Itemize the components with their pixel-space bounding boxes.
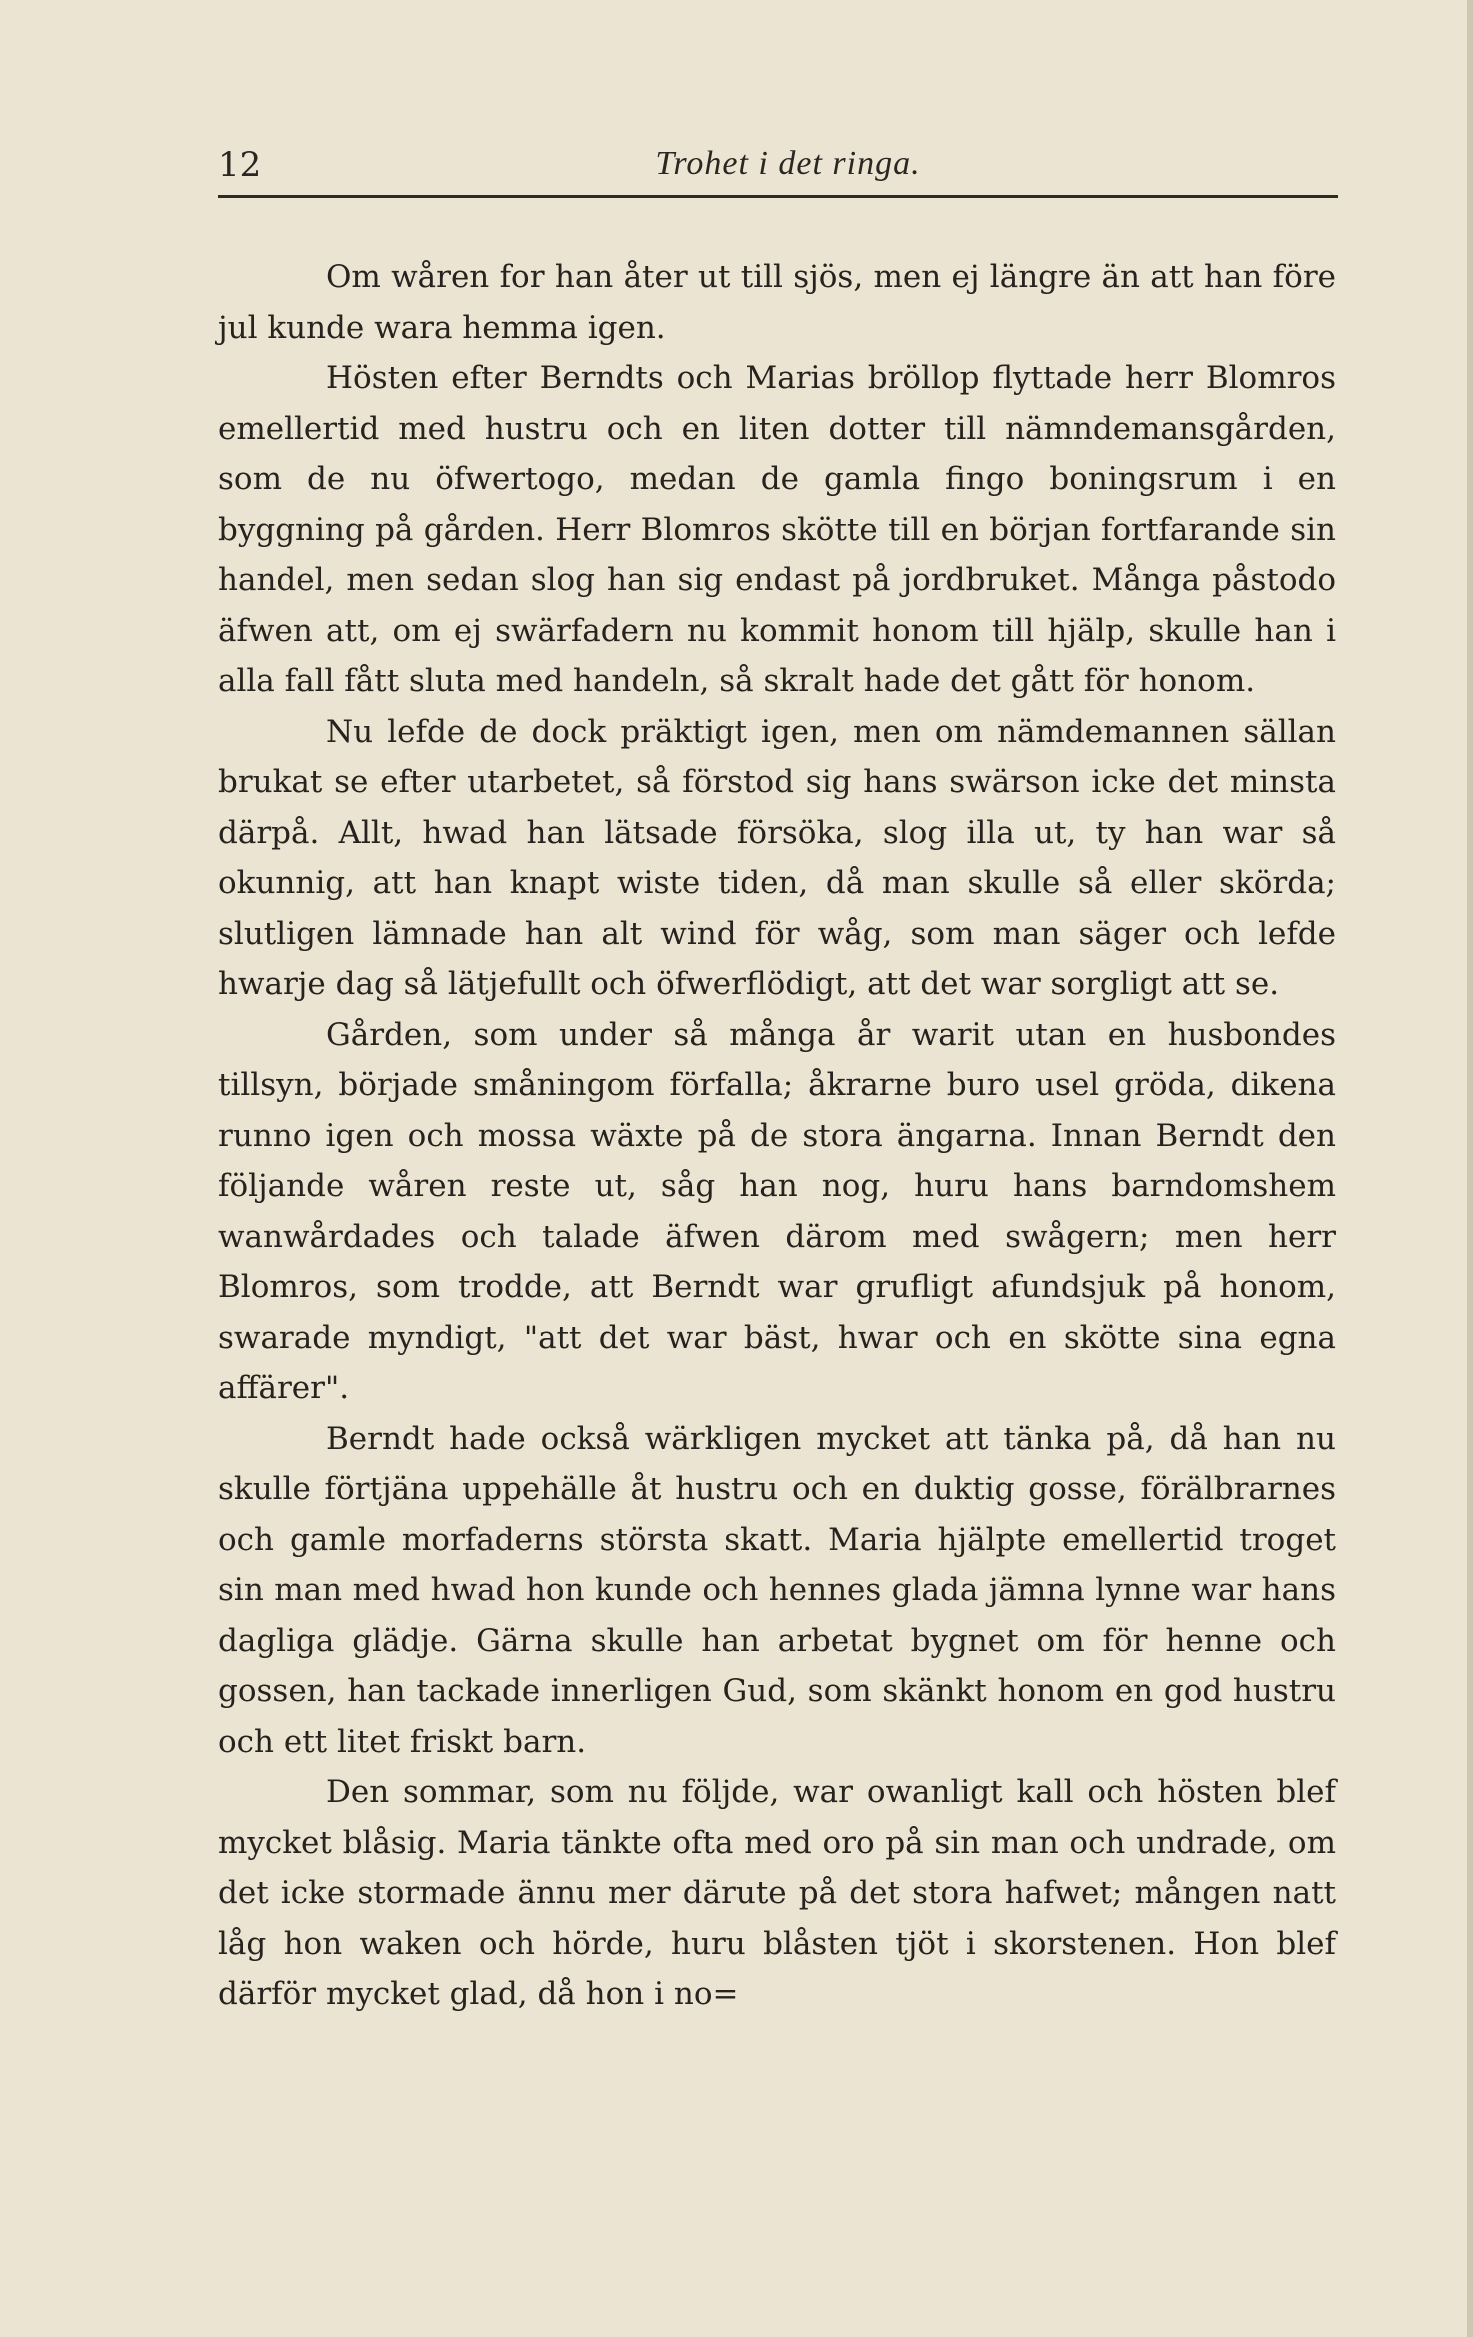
paragraph: Hösten efter Berndts och Marias bröllop flyttade herr Blomros emellertid med hustru och en liten dotter till nämndemansgården, som de nu öfwertogo, medan de gamla fingo boningsrum i en byggning på gården. Herr Blomros skötte till en början fortfarande sin handel, men sedan slog han sig endast på jordbruket. Många påstodo äfwen att, om ej swärfadern nu kommit honom till hjälp, skulle han i alla fall fått sluta med handeln, så skralt hade det gått för honom. — [218, 360, 1336, 699]
header-rule — [218, 195, 1338, 198]
page-number: 12 — [218, 145, 262, 185]
body-text — [218, 252, 1336, 2020]
page-edge — [1467, 0, 1473, 2337]
paragraph: Den sommar, som nu följde, war owanligt kall och hösten blef mycket blåsig. Maria tänkte ofta med oro på sin man och undrade, om det icke stormade ännu mer därute på det stora hafwet; mången natt låg hon waken och hörde, huru blåsten tjöt i skorstenen. Hon blef därför mycket glad, då hon i no= — [218, 1774, 1336, 2012]
paragraph: Gården, som under så många år warit utan en husbondes tillsyn, började småningom förfalla; åkrarne buro usel gröda, dikena runno igen och mossa wäxte på de stora ängarna. Innan Berndt den följande wåren reste ut, såg han nog, huru hans barndomshem wanwårdades och talade äfwen därom med swågern; men herr Blomros, som trodde, att Berndt war grufligt afundsjuk på honom, swarade myndigt, "att det war bäst, hwar och en skötte sina egna affärer". — [218, 1016, 1336, 1406]
paragraph: Berndt hade också wärkligen mycket att tänka på, då han nu skulle förtjäna uppehälle åt hustru och en duktig gosse, förälbrarnes och gamle morfaderns största skatt. Maria hjälpte emellertid troget sin man med hwad hon kunde och hennes glada jämna lynne war hans dagliga glädje. Gärna skulle han arbetat bygnet om för henne och gossen, han tackade innerligen Gud, som skänkt honom en god hustru och ett litet friskt barn. — [218, 1420, 1336, 1760]
paragraph: Om wåren for han åter ut till sjös, men ej längre än att han före jul kunde wara hemma igen. — [218, 259, 1336, 346]
paragraph: Nu lefde de dock präktigt igen, men om nämdemannen sällan brukat se efter utarbetet, så förstod sig hans swärson icke det minsta därpå. Allt, hwad han lätsade försöka, slog illa ut, ty han war så okunnig, att han knapt wiste tiden, då man skulle så eller skörda; slutligen lämnade han alt wind för wåg, som man säger och lefde hwarje dag så lätjefullt och öfwerflödigt, att det war sorgligt att se. — [218, 713, 1336, 1002]
page-header — [218, 135, 1338, 195]
running-title: Trohet i det ringa. — [655, 145, 921, 182]
